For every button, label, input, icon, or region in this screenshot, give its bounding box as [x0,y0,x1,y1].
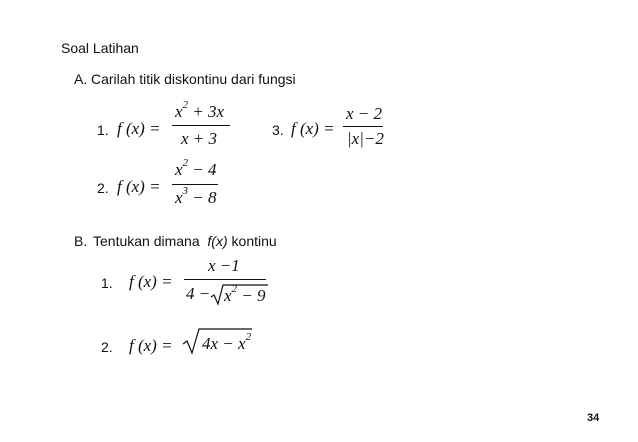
problem-a2-numerator: $x^2 - 4$ [175,157,217,179]
problem-a3-fraction-bar [343,126,383,127]
section-b-instruction: Tentukan dimana f(x) kontinu [93,233,277,249]
problem-a2-lhs: f (x) = [117,177,161,196]
problem-a3-denominator: |x|−2 [347,129,384,148]
problem-a1-number: 1. [97,122,109,138]
problem-b2-number: 2. [101,339,113,355]
section-a-instruction: Carilah titik diskontinu dari fungsi [91,71,296,87]
problem-a2-denominator: $x^3 - 8$ [175,185,217,207]
problem-b1-number: 1. [101,275,113,291]
problem-b1-denominator-lead: 4 − [186,284,211,303]
problem-a1-denominator: x + 3 [181,129,218,148]
problem-b1-radicand: $x^2 - 9$ [224,283,266,305]
page-title: Soal Latihan [61,40,139,56]
section-b-label: B. [74,233,88,249]
problem-b1-numerator: x −1 [208,256,240,275]
section-b-fx: f(x) [207,233,228,249]
problem-b2-radicand: $4x - x^2$ [202,331,252,353]
problem-a1-numerator: $x^2 + 3x$ [175,99,225,121]
problem-a2-number: 2. [97,180,109,196]
problem-a3-number: 3. [272,122,284,138]
problem-a3-numerator: x − 2 [346,104,383,123]
problem-b1-fraction-bar [184,279,266,280]
problem-b1-lhs: f (x) = [129,272,173,291]
problem-b2-lhs: f (x) = [129,336,173,355]
section-a-label: A. [74,71,88,87]
problem-a1-lhs: f (x) = [117,119,161,138]
problem-a2-fraction-bar [172,184,218,185]
page-number: 34 [587,412,600,424]
problem-a1-fraction-bar [172,125,230,126]
problem-a3-lhs: f (x) = [291,119,335,138]
